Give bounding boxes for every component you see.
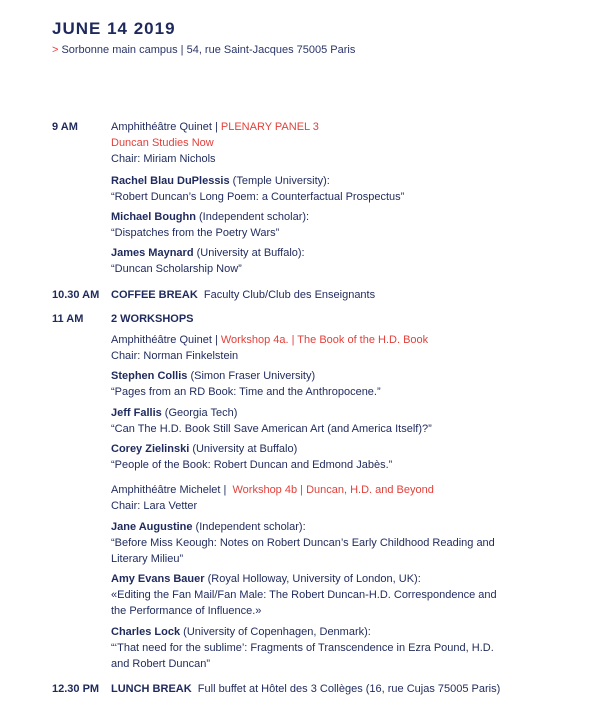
speaker-name: James Maynard bbox=[111, 247, 194, 259]
lunch-break-row bbox=[52, 681, 500, 697]
time-11am: 11 AM bbox=[52, 313, 84, 325]
session-heading bbox=[111, 332, 581, 348]
session-title: Duncan Studies Now bbox=[111, 137, 214, 149]
talk-item bbox=[111, 519, 581, 567]
talk-title: “‘That need for the sublime’: Fragments of Transcendence in Ezra Pound, H.D. bbox=[111, 642, 494, 654]
workshop-4b bbox=[111, 482, 581, 514]
speaker-affiliation: (University of Copenhagen, Denmark): bbox=[180, 626, 371, 638]
workshops-row bbox=[52, 311, 194, 327]
talk-item bbox=[111, 624, 581, 672]
session-heading bbox=[111, 482, 581, 498]
speaker-affiliation: (Simon Fraser University) bbox=[187, 370, 316, 382]
talk-title-cont: the Performance of Influence.» bbox=[111, 605, 262, 617]
speaker-affiliation: (Georgia Tech) bbox=[161, 407, 238, 419]
break-label: COFFEE BREAK bbox=[111, 289, 198, 301]
talk-title: “Before Miss Keough: Notes on Robert Duncan’s Early Childhood Reading and bbox=[111, 537, 495, 549]
talk-title: “Can The H.D. Book Still Save American Art (and America Itself)?” bbox=[111, 423, 432, 435]
workshops-label: 2 WORKSHOPS bbox=[111, 313, 194, 325]
speaker-affiliation: (University at Buffalo): bbox=[193, 247, 305, 259]
venue-line bbox=[52, 44, 355, 56]
workshop-title: Workshop 4b | Duncan, H.D. and Beyond bbox=[232, 484, 434, 496]
lunch-detail: Full buffet at Hôtel des 3 Collèges (16, rue Cujas 75005 Paris) bbox=[197, 683, 501, 695]
talk-title: “Pages from an RD Book: Time and the Anthropocene.” bbox=[111, 386, 381, 398]
talk-item bbox=[111, 173, 581, 205]
time-9am: 9 AM bbox=[52, 121, 78, 133]
talk-item bbox=[111, 441, 581, 473]
lunch-label: LUNCH BREAK bbox=[111, 683, 192, 695]
talk-title: “Dispatches from the Poetry Wars” bbox=[111, 227, 280, 239]
speaker-name: Rachel Blau DuPlessis bbox=[111, 175, 230, 187]
talk-title-cont: Literary Milieu” bbox=[111, 553, 184, 565]
speaker-name: Jane Augustine bbox=[111, 521, 193, 533]
session-heading bbox=[111, 119, 581, 135]
room-label: Amphithéâtre Quinet | bbox=[111, 334, 218, 346]
speaker-affiliation: (Royal Holloway, University of London, UK): bbox=[204, 573, 421, 585]
arrow-icon: > bbox=[52, 44, 59, 56]
talk-item bbox=[111, 405, 581, 437]
workshop-4a bbox=[111, 332, 581, 364]
speaker-affiliation: (Independent scholar): bbox=[192, 521, 306, 533]
speaker-name: Stephen Collis bbox=[111, 370, 188, 382]
chair-line: Chair: Norman Finkelstein bbox=[111, 350, 239, 362]
talk-title: “Robert Duncan’s Long Poem: a Counterfactual Prospectus” bbox=[111, 191, 405, 203]
chair-line: Chair: Miriam Nichols bbox=[111, 153, 216, 165]
talk-item bbox=[111, 209, 581, 241]
talk-item bbox=[111, 571, 581, 619]
talk-title: “Duncan Scholarship Now” bbox=[111, 263, 242, 275]
page-date: JUNE 14 2019 bbox=[52, 19, 176, 38]
talk-title-cont: and Robert Duncan” bbox=[111, 658, 211, 670]
talk-title: «Editing the Fan Mail/Fan Male: The Robert Duncan-H.D. Correspondence and bbox=[111, 589, 497, 601]
time-1030: 10.30 AM bbox=[52, 289, 100, 301]
speaker-affiliation: (Independent scholar): bbox=[195, 211, 310, 223]
speaker-name: Amy Evans Bauer bbox=[111, 573, 205, 585]
panel-label: PLENARY PANEL 3 bbox=[220, 121, 319, 133]
talk-item bbox=[111, 245, 581, 277]
room-label: Amphithéâtre Michelet | bbox=[111, 484, 227, 496]
chair-line: Chair: Lara Vetter bbox=[111, 500, 198, 512]
talk-item bbox=[111, 368, 581, 400]
speaker-name: Corey Zielinski bbox=[111, 443, 190, 455]
speaker-name: Charles Lock bbox=[111, 626, 181, 638]
coffee-break-row bbox=[52, 287, 375, 303]
venue-text: Sorbonne main campus | 54, rue Saint-Jacques 75005 Paris bbox=[61, 44, 356, 56]
speaker-affiliation: (Temple University): bbox=[229, 175, 330, 187]
speaker-name: Michael Boughn bbox=[111, 211, 196, 223]
talk-title: “People of the Book: Robert Duncan and Edmond Jabès.” bbox=[111, 459, 393, 471]
session-plenary bbox=[111, 119, 581, 167]
break-detail: Faculty Club/Club des Enseignants bbox=[203, 289, 376, 301]
time-1230: 12.30 PM bbox=[52, 683, 100, 695]
workshop-title: Workshop 4a. | The Book of the H.D. Book bbox=[220, 334, 429, 346]
speaker-affiliation: (University at Buffalo) bbox=[189, 443, 298, 455]
room-label: Amphithéâtre Quinet | bbox=[111, 121, 218, 133]
speaker-name: Jeff Fallis bbox=[111, 407, 162, 419]
